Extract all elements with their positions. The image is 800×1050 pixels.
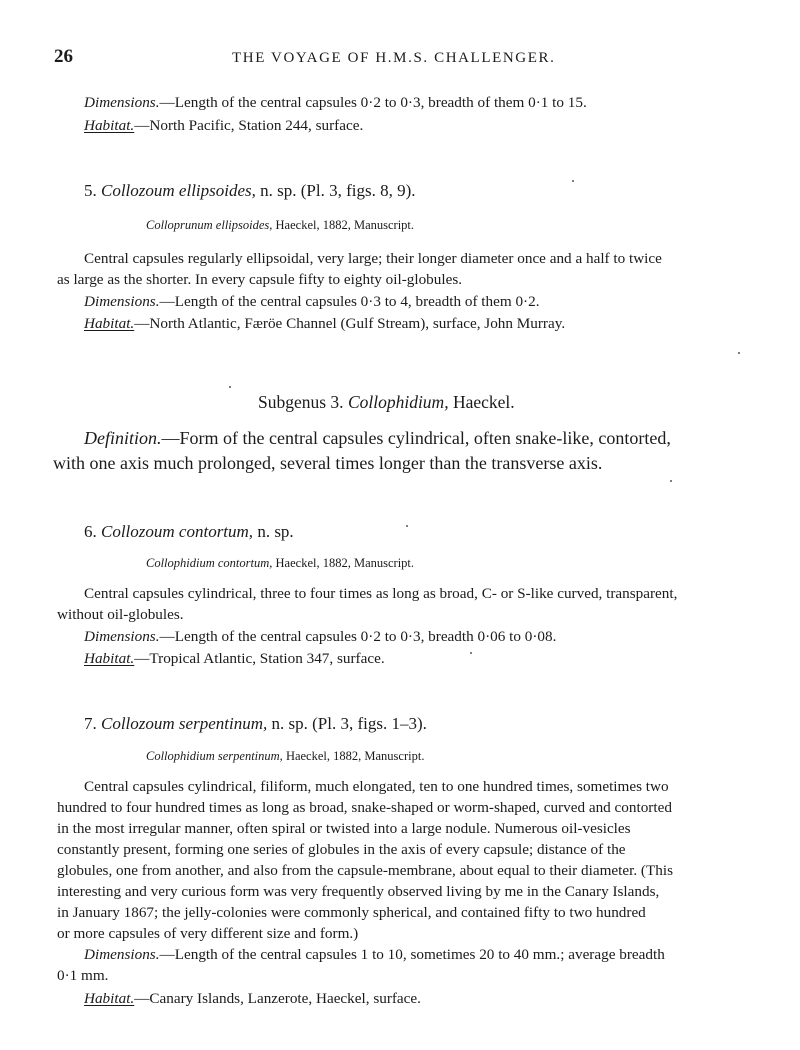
habitat-label: Habitat. (84, 117, 135, 134)
habitat-text: —Tropical Atlantic, Station 347, surface. (134, 650, 385, 667)
habitat-label: Habitat. (84, 990, 135, 1007)
species-7-dimensions (84, 946, 665, 964)
dimensions-label: Dimensions. (84, 628, 160, 645)
dimensions-label: Dimensions. (84, 94, 160, 111)
species-suffix: n. sp. (Pl. 3, figs. 1–3). (267, 714, 427, 733)
species-suffix: n. sp. (Pl. 3, figs. 8, 9). (255, 181, 416, 200)
scan-speck (572, 180, 574, 182)
species-7-desc-line: in January 1867; the jelly-colonies were commonly spherical, and contained fifty to two hundred (57, 904, 646, 921)
definition-line: with one axis much prolonged, several times longer than the transverse axis. (53, 453, 603, 473)
species-5-heading (84, 181, 416, 201)
scan-speck (229, 386, 231, 388)
scan-speck (738, 352, 740, 354)
subgenus-author: Haeckel. (448, 392, 515, 412)
species-7-habitat (84, 990, 421, 1008)
dimensions-text: —Length of the central capsules 1 to 10, sometimes 20 to 40 mm.; average breadth (159, 946, 665, 963)
species-number: 5. (84, 181, 97, 200)
species-7-desc-line: globules, one from another, and also from the capsule-membrane, about equal to their diameter. (This (57, 862, 673, 879)
habitat-label: Habitat. (84, 315, 135, 332)
dimensions-label: Dimensions. (84, 293, 160, 310)
synonym-name: Collophidium contortum, (146, 556, 273, 570)
species-5-desc-line: Central capsules regularly ellipsoidal, very large; their longer diameter once and a half to twice (84, 250, 662, 267)
species-7-desc-line: constantly present, forming one series of globules in the axis of every capsule; distance of the (57, 841, 626, 858)
subgenus-name: Collophidium, (347, 392, 449, 412)
species-7-desc-line: interesting and very curious form was very frequently observed living by me in the Canary Islands, (57, 883, 660, 900)
species-7-dimensions-cont: 0·1 mm. (57, 967, 109, 984)
species-5-dimensions (84, 293, 540, 311)
species-7-heading (84, 714, 427, 734)
top-dimensions-line (84, 94, 587, 112)
running-title: THE VOYAGE OF H.M.S. CHALLENGER. (232, 50, 556, 66)
habitat-text: —North Atlantic, Færöe Channel (Gulf Stream), surface, John Murray. (134, 315, 566, 332)
species-6-synonym (146, 556, 414, 571)
species-6-dimensions (84, 628, 556, 646)
definition-line (84, 428, 671, 449)
species-6-desc-line: Central capsules cylindrical, three to four times as long as broad, C- or S-like curved, transparent, (84, 585, 678, 602)
species-name: Collozoum contortum, (101, 522, 254, 541)
species-6-desc-line: without oil-globules. (57, 606, 184, 623)
top-habitat-line (84, 117, 363, 135)
scan-speck (406, 525, 408, 527)
dimensions-text: —Length of the central capsules 0·3 to 4, breadth of them 0·2. (159, 293, 540, 310)
species-6-heading (84, 522, 294, 542)
dimensions-text: —Length of the central capsules 0·2 to 0·3, breadth of them 0·1 to 15. (159, 94, 587, 111)
species-7-desc-line: in the most irregular manner, often spiral or twisted into a large nodule. Numerous oil-vesicles (57, 820, 631, 837)
synonym-name: Colloprunum ellipsoides, (146, 218, 273, 232)
species-number: 6. (84, 522, 97, 541)
species-name: Collozoum ellipsoides, (101, 181, 256, 200)
subgenus-prefix: Subgenus 3. (258, 392, 344, 412)
subgenus-heading (258, 392, 515, 413)
habitat-label: Habitat. (84, 650, 135, 667)
definition-text: —Form of the central capsules cylindrical, often snake-like, contorted, (161, 428, 671, 448)
species-7-synonym (146, 749, 424, 764)
species-5-desc-line: as large as the shorter. In every capsule fifty to eighty oil-globules. (57, 271, 463, 288)
scan-speck (470, 652, 472, 654)
species-7-desc-line: Central capsules cylindrical, filiform, much elongated, ten to one hundred times, sometimes two (84, 778, 669, 795)
scan-speck (670, 480, 672, 482)
species-suffix: n. sp. (253, 522, 294, 541)
dimensions-text: —Length of the central capsules 0·2 to 0·3, breadth 0·06 to 0·08. (159, 628, 557, 645)
dimensions-label: Dimensions. (84, 946, 160, 963)
species-name: Collozoum serpentinum, (101, 714, 268, 733)
species-5-habitat (84, 315, 565, 333)
habitat-text: —Canary Islands, Lanzerote, Haeckel, surface. (134, 990, 421, 1007)
species-5-synonym (146, 218, 414, 233)
synonym-name: Collophidium serpentinum, (146, 749, 283, 763)
species-7-desc-line: or more capsules of very different size and form.) (57, 925, 359, 942)
definition-label: Definition. (84, 428, 162, 448)
species-7-desc-line: hundred to four hundred times as long as broad, snake-shaped or worm-shaped, curved and contorted (57, 799, 672, 816)
synonym-rest: Haeckel, 1882, Manuscript. (272, 218, 415, 232)
species-6-habitat (84, 650, 385, 668)
synonym-rest: Haeckel, 1882, Manuscript. (272, 556, 415, 570)
habitat-text: —North Pacific, Station 244, surface. (134, 117, 364, 134)
page-number: 26 (54, 46, 73, 67)
species-number: 7. (84, 714, 97, 733)
synonym-rest: Haeckel, 1882, Manuscript. (282, 749, 425, 763)
